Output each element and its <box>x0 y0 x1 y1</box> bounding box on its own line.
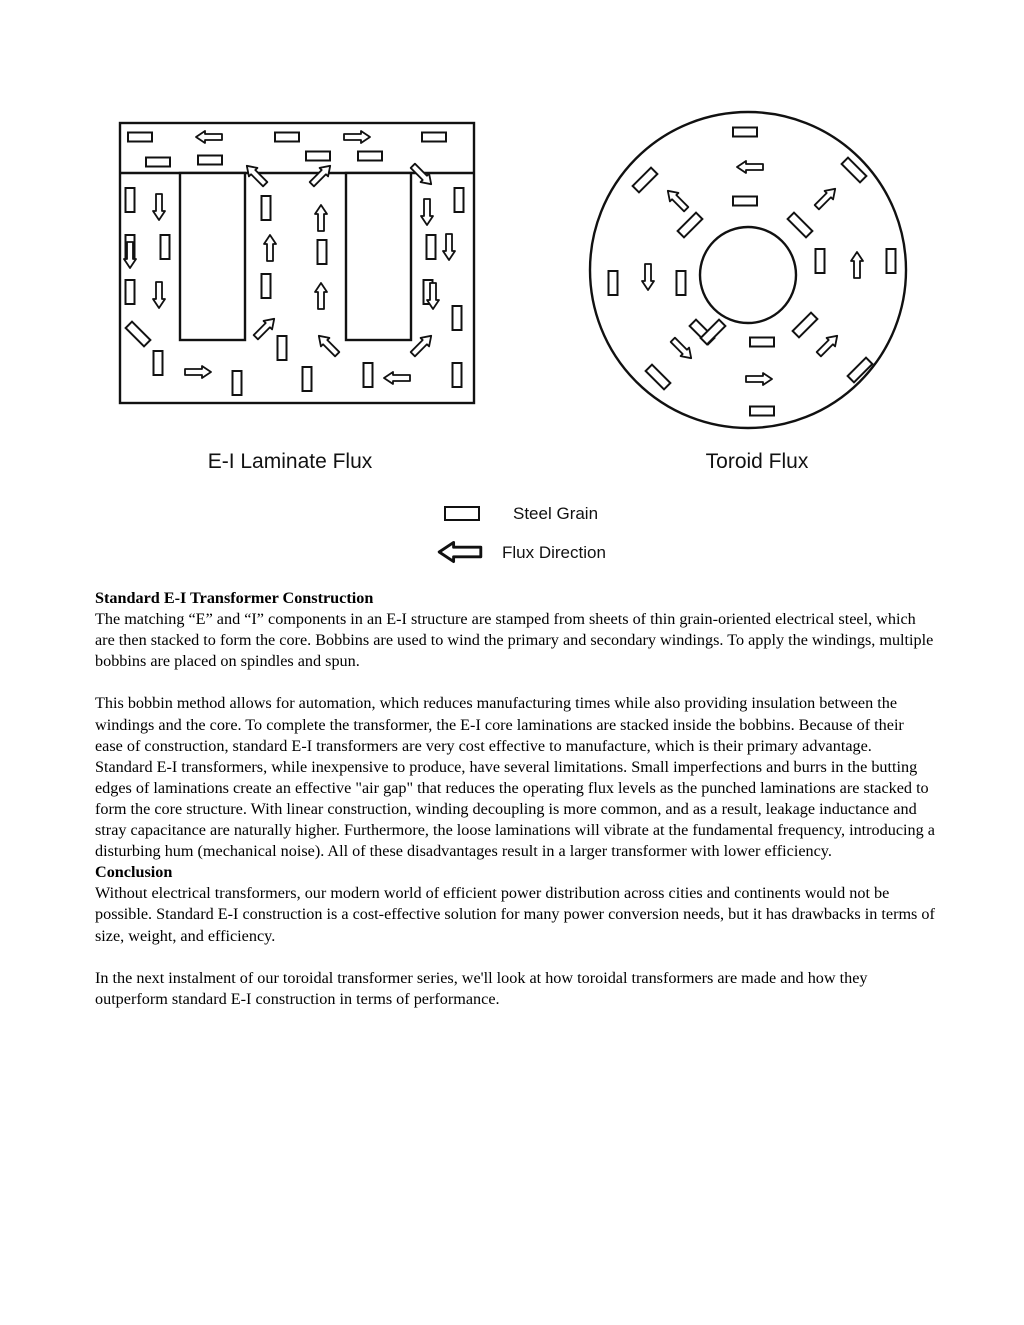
steel-grain-mark <box>154 351 163 375</box>
legend <box>439 504 606 562</box>
steel-grain-mark <box>453 306 462 330</box>
steel-grain-mark <box>816 249 825 273</box>
steel-grain-mark <box>128 133 152 142</box>
steel-grain-mark <box>750 338 774 347</box>
steel-grain-mark <box>233 371 242 395</box>
ei-laminate-diagram <box>120 123 474 403</box>
steel-grain-mark <box>427 235 436 259</box>
steel-grain-mark <box>146 158 170 167</box>
paragraph-1: The matching “E” and “I” components in an E-I structure are stamped from sheets of thin grain-oriented electrical steel, which are then stacked to form the core. Bobbins are used to wind the primary and secondary windings. To apply the windings, multiple bobbins are placed on spindles and spun. <box>95 610 934 671</box>
heading-conclusion: Conclusion <box>95 863 173 882</box>
legend-flux-direction: Flux Direction <box>502 543 606 562</box>
steel-grain-mark <box>198 156 222 165</box>
steel-grain-mark <box>318 240 327 264</box>
steel-grain-mark <box>887 249 896 273</box>
steel-grain-mark <box>453 363 462 387</box>
paragraph-4: Without electrical transformers, our modern world of efficient power distribution across cities and continents would not be possible. Standard E-I construction is a cost-effective solution for many power conversion needs, but it has drawbacks in terms of size, weight, and efficiency. <box>95 884 935 945</box>
steel-grain-mark <box>364 363 373 387</box>
flux-diagram <box>100 100 930 585</box>
steel-grain-mark <box>733 128 757 137</box>
legend-steel-grain: Steel Grain <box>513 504 599 523</box>
steel-grain-mark <box>126 280 135 304</box>
steel-grain-mark <box>262 274 271 298</box>
steel-grain-mark <box>750 407 774 416</box>
steel-grain-mark <box>262 196 271 220</box>
steel-grain-mark <box>275 133 299 142</box>
paragraph-3: Standard E-I transformers, while inexpensive to produce, have several limitations. Small imperfections and burrs in the butting edges of laminations create an effective "air gap" that reduces the operating flux levels as the punched laminations are stacked to form the core structure. With linear construction, winding decoupling is more common, and as a result, leakage inductance and stray capacitance are naturally higher. Furthermore, the loose laminations will vibrate at the fundamental frequency, introducing a disturbing hum (mechanical noise). All of these disadvantages result in a larger transformer with lower efficiency. <box>95 757 935 861</box>
toroid-label: Toroid Flux <box>705 450 809 473</box>
steel-grain-mark <box>677 271 686 295</box>
steel-grain-mark <box>161 235 170 259</box>
ei-label: E-I Laminate Flux <box>207 450 373 473</box>
heading-standard-construction: Standard E-I Transformer Construction <box>95 589 374 607</box>
steel-grain-mark <box>278 336 287 360</box>
steel-grain-legend-icon <box>445 507 479 520</box>
paragraph-2: This bobbin method allows for automation, which reduces manufacturing times while also providing insulation between the windings and the core. To complete the transformer, the E-I core laminations are stacked inside the bobbins. Because of their ease of construction, standard E-I transformers are very cost effective to manufacture, which is their primary advantage. <box>95 694 904 755</box>
steel-grain-mark <box>358 152 382 161</box>
steel-grain-mark <box>306 152 330 161</box>
steel-grain-mark <box>126 188 135 212</box>
steel-grain-mark <box>303 367 312 391</box>
paragraph-5: In the next instalment of our toroidal transformer series, we'll look at how toroidal transformers are made and how they outperform standard E-I construction in terms of performance. <box>95 968 868 1008</box>
steel-grain-mark <box>609 271 618 295</box>
article-text <box>95 588 935 1010</box>
steel-grain-mark <box>422 133 446 142</box>
steel-grain-mark <box>455 188 464 212</box>
flux-direction-legend-icon <box>439 542 481 561</box>
steel-grain-mark <box>733 197 757 206</box>
